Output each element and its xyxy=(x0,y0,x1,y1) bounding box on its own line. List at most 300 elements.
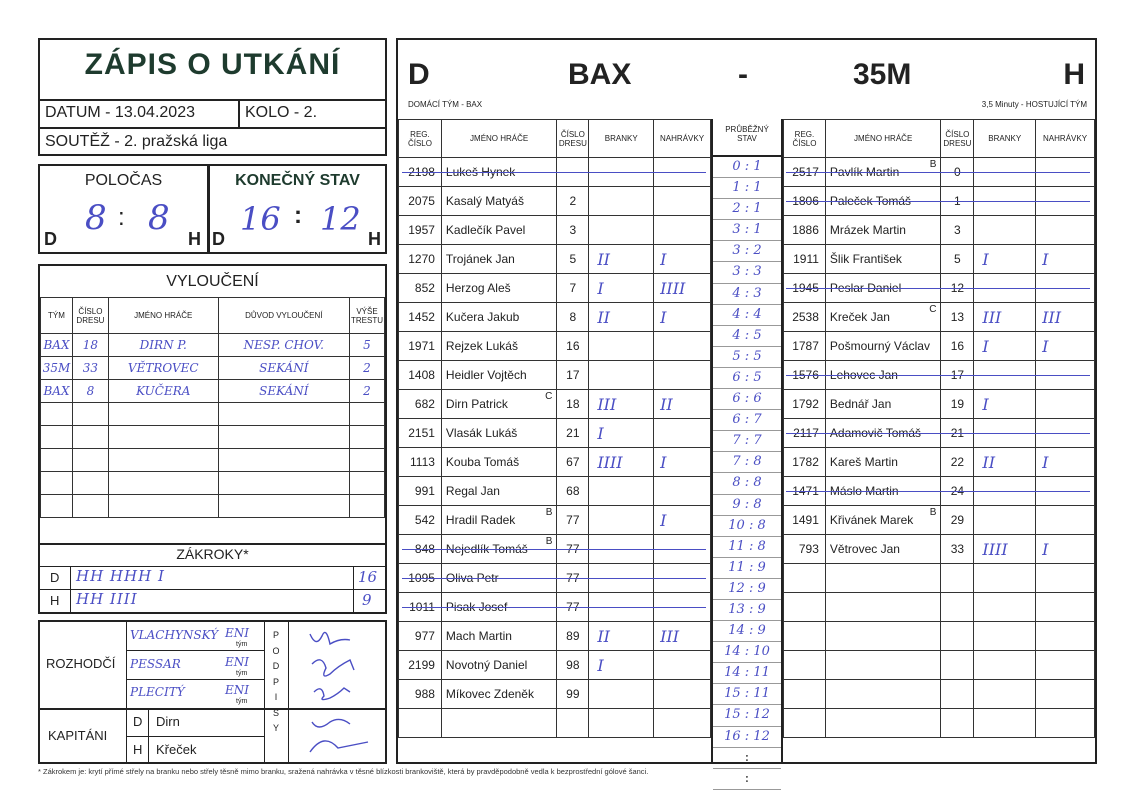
referee-1-name: VLACHYNSKÝ xyxy=(130,628,219,642)
zakroky-h-value: 9 xyxy=(362,591,372,609)
home-header-nahravky: NAHRÁVKY xyxy=(654,120,711,158)
vyl-duvod: SEKÁNÍ xyxy=(218,357,349,380)
away-goals xyxy=(974,709,1036,738)
vyl-tym xyxy=(41,495,73,518)
away-player-row xyxy=(784,390,1095,419)
away-jersey: 22 xyxy=(941,448,974,477)
home-subtitle: DOMÁCÍ TÝM - BAX xyxy=(408,100,483,109)
vyl-tym: BAX xyxy=(41,380,73,403)
vyl-jmeno xyxy=(108,403,218,426)
home-goals: I xyxy=(589,274,654,303)
home-goals xyxy=(589,477,654,506)
home-jersey: 68 xyxy=(557,477,589,506)
vyl-header-jmeno: JMÉNO HRÁČE xyxy=(108,298,218,334)
home-name: Trojánek Jan xyxy=(441,245,556,274)
home-name: Kadlečík Pavel xyxy=(441,216,556,245)
home-jersey: 18 xyxy=(557,390,589,419)
home-reg: 2075 xyxy=(399,187,442,216)
polocas-home: 8 xyxy=(85,198,107,238)
running-score-entry: 3 : 2 xyxy=(713,241,781,262)
away-assists: III xyxy=(1036,303,1095,332)
home-assists xyxy=(654,709,711,738)
away-reg xyxy=(784,651,826,680)
home-header-branky: BRANKY xyxy=(589,120,654,158)
away-reg: 1471 xyxy=(784,477,826,506)
running-score-list xyxy=(713,157,781,790)
away-reg: 2117 xyxy=(784,419,826,448)
home-reg: 1270 xyxy=(399,245,442,274)
vyl-cislo xyxy=(72,472,108,495)
home-reg: 682 xyxy=(399,390,442,419)
home-role-mark: B xyxy=(545,536,553,547)
away-goals xyxy=(974,274,1036,303)
away-name xyxy=(825,564,941,593)
away-goals: II xyxy=(974,448,1036,477)
away-team-name: 35M xyxy=(853,58,912,91)
home-role-mark: C xyxy=(545,391,553,402)
away-goals xyxy=(974,361,1036,390)
home-jersey: 77 xyxy=(557,593,589,622)
vyl-jmeno: KUČERA xyxy=(108,380,218,403)
vyl-jmeno xyxy=(108,426,218,449)
away-assists: I xyxy=(1036,535,1095,564)
vyl-cislo: 8 xyxy=(72,380,108,403)
running-score-entry: 6 : 7 xyxy=(713,410,781,431)
home-name: Vlasák Lukáš xyxy=(441,419,556,448)
running-score-entry: 3 : 3 xyxy=(713,262,781,283)
away-assists xyxy=(1036,564,1095,593)
home-jersey: 67 xyxy=(557,448,589,477)
away-assists xyxy=(1036,419,1095,448)
away-assists xyxy=(1036,506,1095,535)
away-name: Mrázek Martin xyxy=(825,216,941,245)
away-reg xyxy=(784,593,826,622)
away-goals xyxy=(974,680,1036,709)
vyl-cislo: 18 xyxy=(72,334,108,357)
home-assists xyxy=(654,361,711,390)
running-score-entry: : xyxy=(713,748,781,769)
home-reg: 852 xyxy=(399,274,442,303)
home-player-row xyxy=(399,680,711,709)
vyl-jmeno xyxy=(108,449,218,472)
away-assists xyxy=(1036,680,1095,709)
vyl-vyse: 5 xyxy=(349,334,384,357)
home-assists: III xyxy=(654,622,711,651)
away-header-reg: REG. ČÍSLO xyxy=(784,120,826,158)
away-assists xyxy=(1036,593,1095,622)
home-jersey: 3 xyxy=(557,216,589,245)
home-player-row xyxy=(399,535,711,564)
referee-1-team: ENI xyxy=(225,626,249,640)
vyl-duvod xyxy=(218,403,349,426)
home-reg xyxy=(399,709,442,738)
home-reg: 1011 xyxy=(399,593,442,622)
home-jersey: 21 xyxy=(557,419,589,448)
home-player-row xyxy=(399,303,711,332)
away-reg xyxy=(784,564,826,593)
running-score-entry: 4 : 4 xyxy=(713,305,781,326)
away-player-row xyxy=(784,361,1095,390)
home-reg: 1971 xyxy=(399,332,442,361)
home-reg: 1408 xyxy=(399,361,442,390)
home-reg: 1957 xyxy=(399,216,442,245)
home-assists: I xyxy=(654,303,711,332)
zakroky-d-label: D xyxy=(50,570,60,585)
konecny-h-label: H xyxy=(368,229,381,249)
away-player-row xyxy=(784,332,1095,361)
away-jersey xyxy=(941,564,974,593)
home-name: Mach Martin xyxy=(441,622,556,651)
away-goals xyxy=(974,216,1036,245)
home-jersey: 99 xyxy=(557,680,589,709)
away-jersey xyxy=(941,680,974,709)
running-score-entry: 2 : 1 xyxy=(713,199,781,220)
home-goals: II xyxy=(589,245,654,274)
away-role-mark: B xyxy=(929,159,937,170)
home-player-row xyxy=(399,158,711,187)
running-score-entry: 7 : 7 xyxy=(713,431,781,452)
vyl-jmeno xyxy=(108,495,218,518)
vyl-vyse xyxy=(349,403,384,426)
home-player-row xyxy=(399,274,711,303)
vyl-vyse xyxy=(349,449,384,472)
home-player-row xyxy=(399,187,711,216)
away-assists xyxy=(1036,622,1095,651)
running-score-entry: 14 : 11 xyxy=(713,663,781,684)
konecny-stav-label: KONEČNÝ STAV xyxy=(235,172,360,189)
away-assists xyxy=(1036,187,1095,216)
vyl-jmeno: DIRN P. xyxy=(108,334,218,357)
home-header-cislo: ČÍSLO DRESU xyxy=(557,120,589,158)
away-name xyxy=(825,622,941,651)
vyl-duvod xyxy=(218,449,349,472)
away-jersey: 3 xyxy=(941,216,974,245)
home-assists: II xyxy=(654,390,711,419)
home-assists xyxy=(654,593,711,622)
away-h-label: H xyxy=(1063,58,1085,91)
home-jersey xyxy=(557,709,589,738)
vyl-duvod xyxy=(218,495,349,518)
home-team-name: BAX xyxy=(568,58,632,91)
home-d-label: D xyxy=(408,58,430,91)
home-player-row xyxy=(399,593,711,622)
vylouceni-row xyxy=(41,449,385,472)
away-assists xyxy=(1036,477,1095,506)
home-players-table xyxy=(398,119,711,738)
vylouceni-row xyxy=(41,334,385,357)
running-score-entry: 4 : 3 xyxy=(713,284,781,305)
home-header-jmeno: JMÉNO HRÁČE xyxy=(441,120,556,158)
home-assists xyxy=(654,535,711,564)
vyl-duvod: NESP. CHOV. xyxy=(218,334,349,357)
home-jersey: 77 xyxy=(557,506,589,535)
home-name: Kouba Tomáš xyxy=(441,448,556,477)
kapitani-label: KAPITÁNI xyxy=(48,728,108,743)
konecny-away: 12 xyxy=(320,200,361,238)
home-name: Regal Jan xyxy=(441,477,556,506)
away-assists: I xyxy=(1036,332,1095,361)
home-goals: I xyxy=(589,419,654,448)
home-jersey xyxy=(557,158,589,187)
home-player-row xyxy=(399,622,711,651)
vylouceni-table xyxy=(40,297,385,518)
home-jersey: 8 xyxy=(557,303,589,332)
away-goals xyxy=(974,651,1036,680)
vyl-header-duvod: DŮVOD VYLOUČENÍ xyxy=(218,298,349,334)
away-jersey: 13 xyxy=(941,303,974,332)
away-player-row xyxy=(784,245,1095,274)
home-reg: 2198 xyxy=(399,158,442,187)
vylouceni-row xyxy=(41,472,385,495)
referee-3-name: PLECITÝ xyxy=(130,685,185,699)
running-score-entry: 13 : 9 xyxy=(713,600,781,621)
home-reg: 1113 xyxy=(399,448,442,477)
away-jersey: 24 xyxy=(941,477,974,506)
away-goals xyxy=(974,477,1036,506)
podpisy-letter: O xyxy=(272,645,280,656)
home-assists xyxy=(654,419,711,448)
vyl-tym: BAX xyxy=(41,334,73,357)
home-assists xyxy=(654,332,711,361)
away-assists xyxy=(1036,390,1095,419)
away-role-mark: B xyxy=(929,507,937,518)
away-reg xyxy=(784,709,826,738)
running-score-entry: 11 : 8 xyxy=(713,537,781,558)
away-reg: 1886 xyxy=(784,216,826,245)
running-score-entry: 6 : 6 xyxy=(713,389,781,410)
away-name: Kareš Martin xyxy=(825,448,941,477)
captain-d-name: Dirn xyxy=(156,714,180,729)
away-name: Adamovič Tomáš xyxy=(825,419,941,448)
away-players-table xyxy=(783,119,1095,738)
running-score-entry: : xyxy=(713,769,781,790)
soutez-field: SOUTĚŽ - 2. pražská liga xyxy=(45,133,228,150)
vylouceni-box xyxy=(38,264,387,614)
home-assists: I xyxy=(654,245,711,274)
vyl-vyse xyxy=(349,472,384,495)
vyl-tym xyxy=(41,426,73,449)
referee-2-name: PESSAR xyxy=(130,657,181,671)
home-assists: I xyxy=(654,448,711,477)
home-name: Heidler Vojtěch xyxy=(441,361,556,390)
home-reg: 542 xyxy=(399,506,442,535)
running-score-entry: 15 : 11 xyxy=(713,684,781,705)
form-title: ZÁPIS O UTKÁNÍ xyxy=(84,48,341,81)
away-player-row xyxy=(784,158,1095,187)
vyl-header-tym: TÝM xyxy=(41,298,73,334)
running-score-entry: 6 : 5 xyxy=(713,368,781,389)
away-name: Kreček Jan C xyxy=(825,303,941,332)
home-reg: 1095 xyxy=(399,564,442,593)
away-jersey: 5 xyxy=(941,245,974,274)
away-jersey xyxy=(941,651,974,680)
vyl-duvod xyxy=(218,472,349,495)
away-jersey xyxy=(941,622,974,651)
vylouceni-row xyxy=(41,403,385,426)
referee-3-tym-label: tým xyxy=(236,698,248,705)
away-player-row xyxy=(784,651,1095,680)
vyl-duvod: SEKÁNÍ xyxy=(218,380,349,403)
referee-1-tym-label: tým xyxy=(236,641,248,648)
away-player-row xyxy=(784,187,1095,216)
vyl-cislo xyxy=(72,403,108,426)
home-goals: II xyxy=(589,303,654,332)
away-player-row xyxy=(784,709,1095,738)
away-name xyxy=(825,709,941,738)
home-assists xyxy=(654,651,711,680)
home-goals xyxy=(589,680,654,709)
kolo-field: KOLO - 2. xyxy=(245,104,318,121)
zakroky-d-marks: HH HHH I xyxy=(76,567,165,585)
home-player-row xyxy=(399,477,711,506)
referee-2-tym-label: tým xyxy=(236,670,248,677)
running-score-entry: 15 : 12 xyxy=(713,705,781,726)
home-reg: 2151 xyxy=(399,419,442,448)
away-player-row xyxy=(784,419,1095,448)
home-reg: 977 xyxy=(399,622,442,651)
away-assists xyxy=(1036,651,1095,680)
home-player-row xyxy=(399,448,711,477)
away-subtitle: 3,5 Minuty - HOSTUJÍCÍ TÝM xyxy=(981,100,1087,109)
datum-field: DATUM - 13.04.2023 xyxy=(45,104,195,121)
podpisy-letter: I xyxy=(274,692,278,702)
vyl-header-cislo: ČÍSLO DRESU xyxy=(72,298,108,334)
away-player-row xyxy=(784,477,1095,506)
home-name: Kasalý Matyáš xyxy=(441,187,556,216)
home-name: Oliva Petr xyxy=(441,564,556,593)
away-goals xyxy=(974,419,1036,448)
officials-box xyxy=(38,620,387,764)
running-score-entry: 8 : 8 xyxy=(713,473,781,494)
home-assists xyxy=(654,680,711,709)
away-name: Paleček Tomáš xyxy=(825,187,941,216)
away-assists xyxy=(1036,158,1095,187)
home-reg: 991 xyxy=(399,477,442,506)
away-assists: I xyxy=(1036,448,1095,477)
home-assists: IIII xyxy=(654,274,711,303)
vylouceni-row xyxy=(41,426,385,449)
away-reg: 2538 xyxy=(784,303,826,332)
away-player-row xyxy=(784,274,1095,303)
home-player-row xyxy=(399,506,711,535)
away-header-cislo: ČÍSLO DRESU xyxy=(941,120,974,158)
away-reg: 1806 xyxy=(784,187,826,216)
home-goals xyxy=(589,361,654,390)
home-players-section xyxy=(398,119,711,738)
home-role-mark: B xyxy=(545,507,553,518)
home-jersey: 5 xyxy=(557,245,589,274)
away-player-row xyxy=(784,303,1095,332)
away-name: Bednář Jan xyxy=(825,390,941,419)
home-goals xyxy=(589,506,654,535)
away-name: Máslo Martin xyxy=(825,477,941,506)
away-player-row xyxy=(784,593,1095,622)
away-reg: 1782 xyxy=(784,448,826,477)
away-reg: 1787 xyxy=(784,332,826,361)
home-jersey: 2 xyxy=(557,187,589,216)
away-name xyxy=(825,651,941,680)
vyl-cislo: 33 xyxy=(72,357,108,380)
home-assists xyxy=(654,564,711,593)
away-name: Větrovec Jan xyxy=(825,535,941,564)
away-jersey: 12 xyxy=(941,274,974,303)
referee-3-team: ENI xyxy=(225,683,249,697)
referee-2-team: ENI xyxy=(225,655,249,669)
vyl-jmeno: VĚTROVEC xyxy=(108,357,218,380)
away-player-row xyxy=(784,448,1095,477)
vyl-vyse: 2 xyxy=(349,357,384,380)
running-score-entry: 3 : 1 xyxy=(713,220,781,241)
home-jersey: 77 xyxy=(557,535,589,564)
away-assists xyxy=(1036,709,1095,738)
vylouceni-row xyxy=(41,357,385,380)
zakroky-h-marks: HH IIII xyxy=(76,590,138,608)
running-score-header: PRŮBĚŽNÝ STAV xyxy=(713,119,781,157)
vyl-vyse xyxy=(349,495,384,518)
away-goals: I xyxy=(974,390,1036,419)
home-player-row xyxy=(399,564,711,593)
home-goals: II xyxy=(589,622,654,651)
away-header-jmeno: JMÉNO HRÁČE xyxy=(825,120,941,158)
home-jersey: 7 xyxy=(557,274,589,303)
away-goals xyxy=(974,158,1036,187)
podpisy-letter: S xyxy=(272,707,279,718)
footnote: * Zákrokem je: krytí přímé střely na branku nebo střely těsně mimo branku, sražená nahrávka v těsné blízkosti brankoviště, která by pravděpodobně vedla k bezprostřední gólové šanci. xyxy=(38,767,649,776)
captain-d-side: D xyxy=(133,714,143,729)
podpisy-letter: P xyxy=(272,630,279,640)
konecny-d-label: D xyxy=(212,229,225,249)
home-goals xyxy=(589,216,654,245)
away-goals: III xyxy=(974,303,1036,332)
home-jersey: 16 xyxy=(557,332,589,361)
vyl-tym xyxy=(41,449,73,472)
captain-h-name: Křeček xyxy=(156,742,197,757)
away-jersey: 21 xyxy=(941,419,974,448)
home-assists xyxy=(654,216,711,245)
away-jersey: 19 xyxy=(941,390,974,419)
away-jersey: 33 xyxy=(941,535,974,564)
home-jersey: 89 xyxy=(557,622,589,651)
vyl-tym: 35M xyxy=(41,357,73,380)
running-score-entry: 1 : 1 xyxy=(713,178,781,199)
home-name: Pisak Josef xyxy=(441,593,556,622)
away-role-mark: C xyxy=(929,304,937,315)
away-header-nahravky: NAHRÁVKY xyxy=(1036,120,1095,158)
home-name: Herzog Aleš xyxy=(441,274,556,303)
away-player-row xyxy=(784,216,1095,245)
vyl-vyse: 2 xyxy=(349,380,384,403)
match-dash: - xyxy=(738,58,748,91)
away-reg: 1491 xyxy=(784,506,826,535)
home-assists: I xyxy=(654,506,711,535)
vylouceni-title: VYLOUČENÍ xyxy=(166,273,259,290)
away-jersey xyxy=(941,593,974,622)
home-name: Kučera Jakub xyxy=(441,303,556,332)
home-goals xyxy=(589,187,654,216)
vyl-cislo xyxy=(72,426,108,449)
away-reg: 1576 xyxy=(784,361,826,390)
home-reg: 848 xyxy=(399,535,442,564)
away-reg xyxy=(784,680,826,709)
away-reg: 1911 xyxy=(784,245,826,274)
podpisy-letter: P xyxy=(272,676,279,687)
away-reg: 1945 xyxy=(784,274,826,303)
away-goals: I xyxy=(974,332,1036,361)
rozhodci-label: ROZHODČÍ xyxy=(46,656,116,671)
podpisy-label xyxy=(268,628,284,737)
title-box xyxy=(38,38,387,156)
home-goals: I xyxy=(589,651,654,680)
